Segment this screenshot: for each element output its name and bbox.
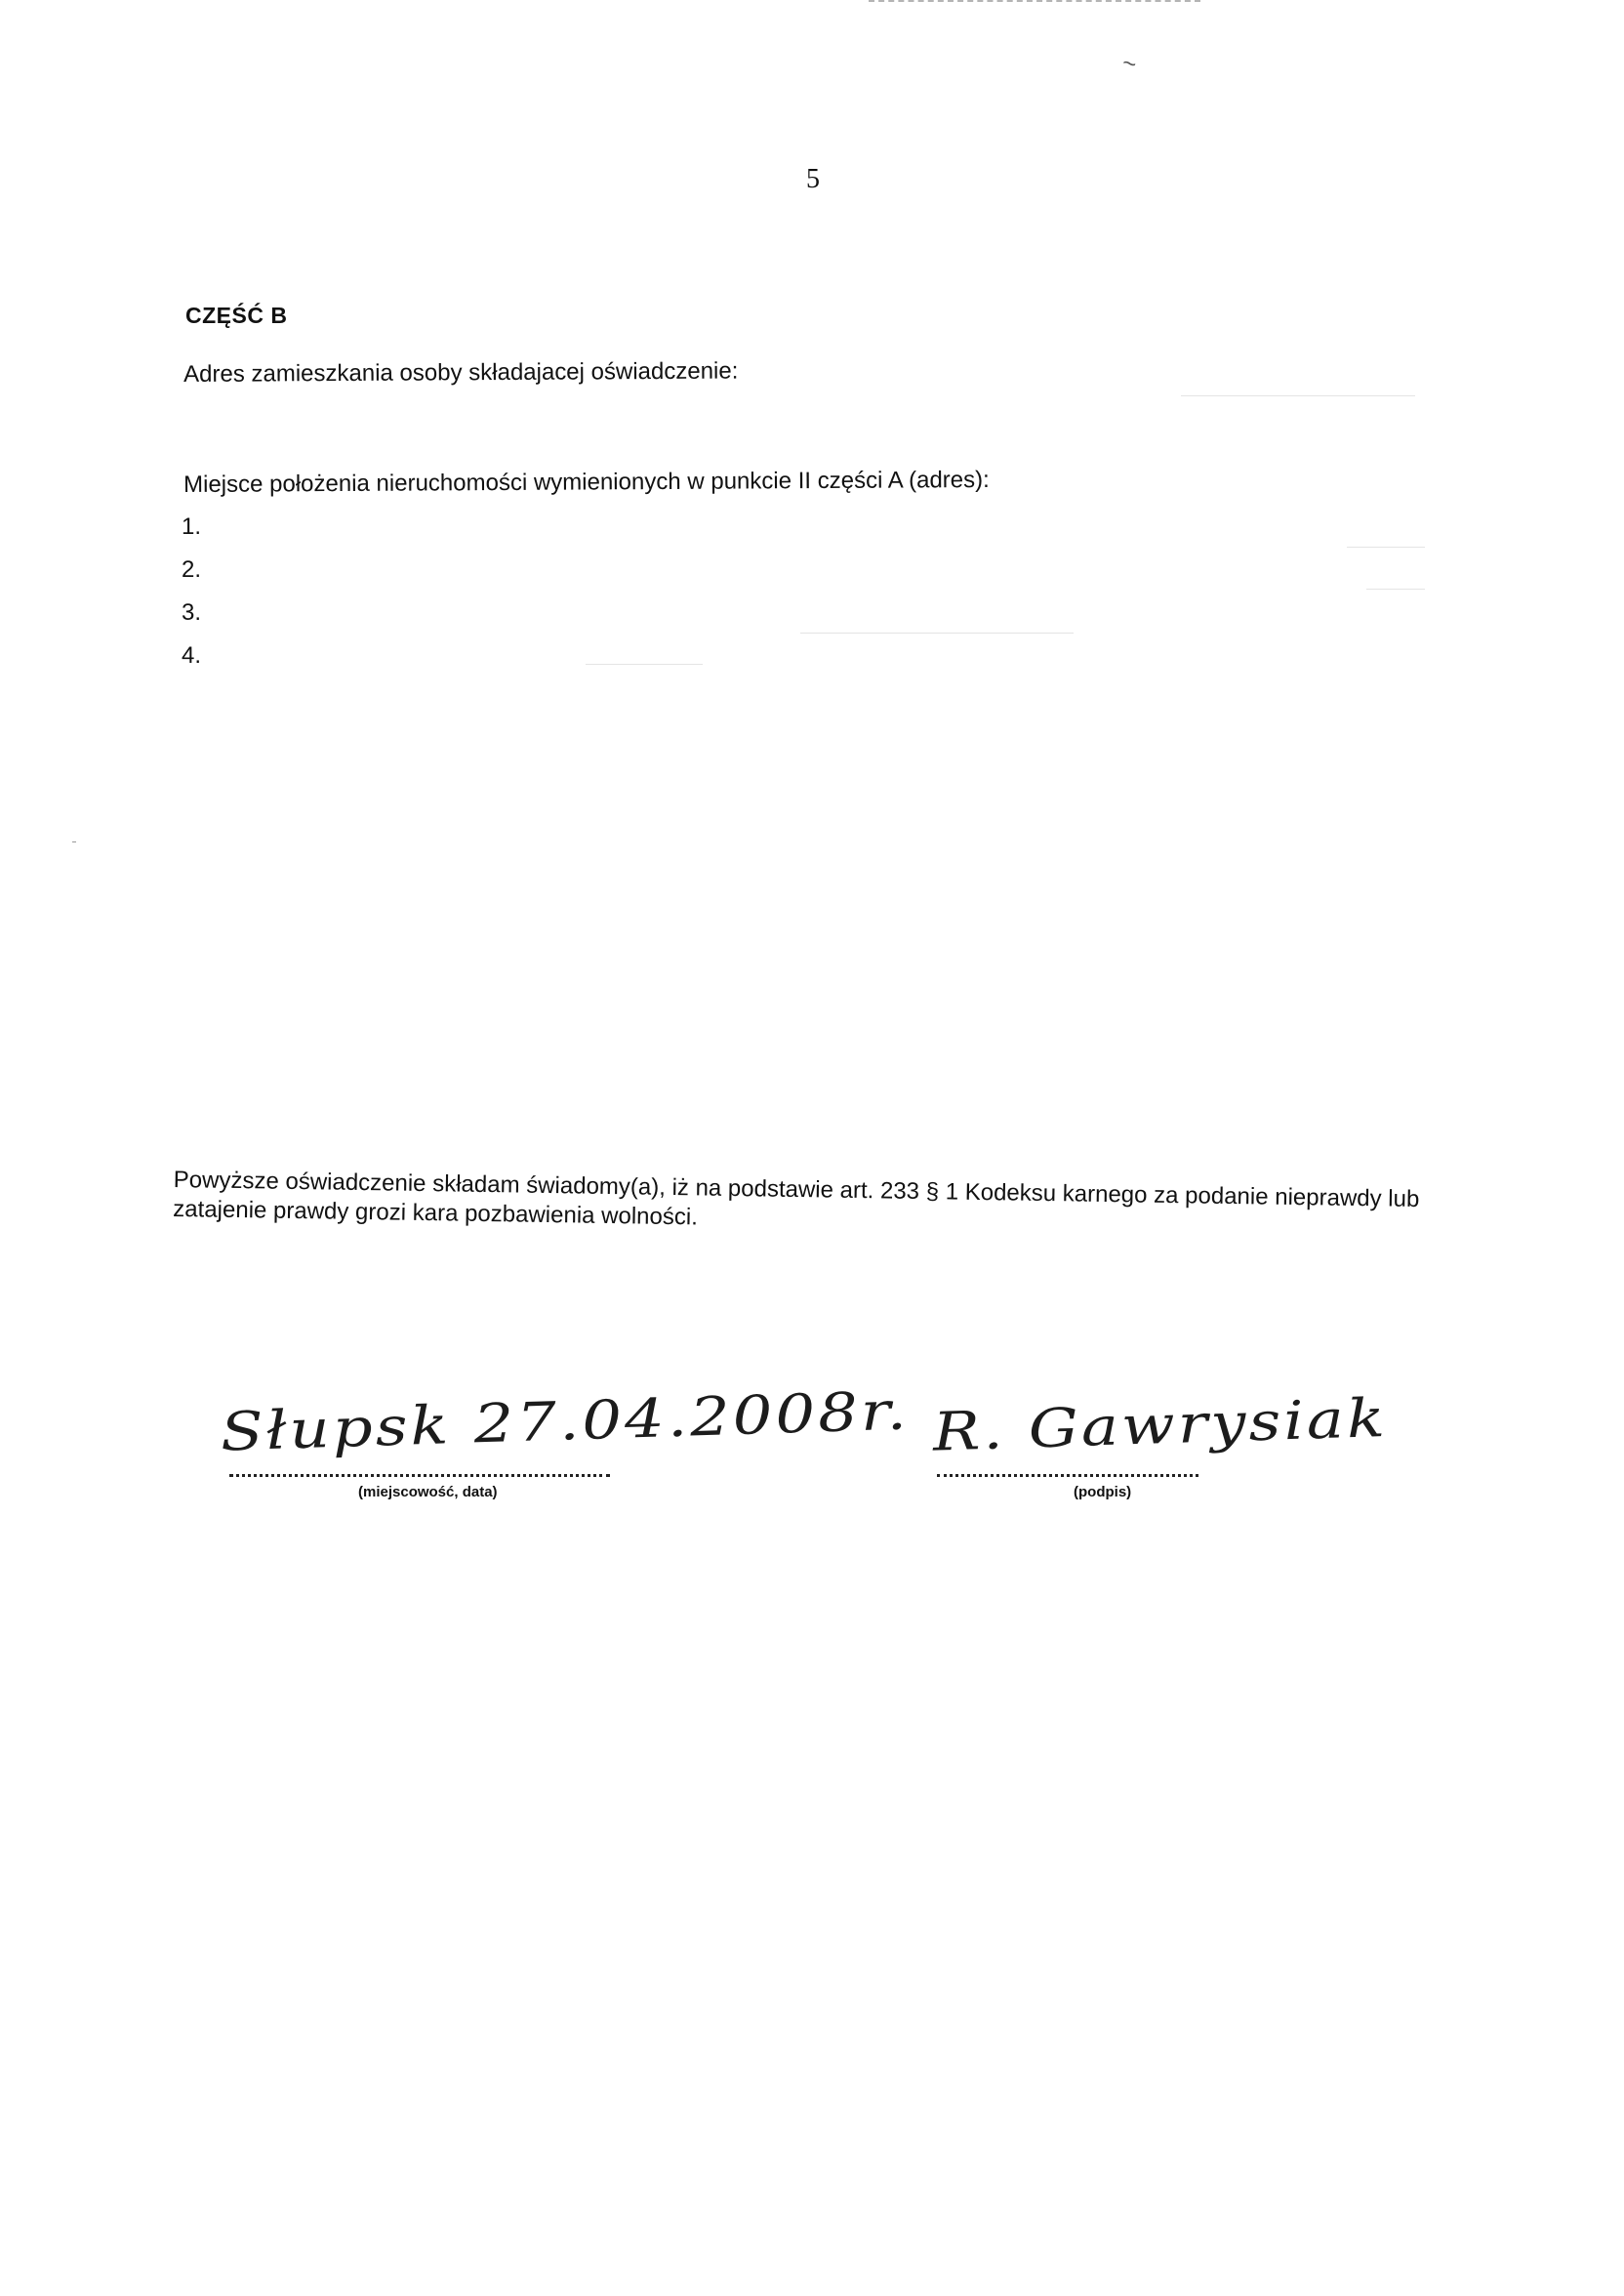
scan-top-artifact	[869, 0, 1200, 8]
scan-dot	[72, 841, 76, 842]
property-line-1	[1347, 547, 1425, 548]
property-list-item: 4.	[182, 642, 202, 669]
signature-block	[931, 1387, 1389, 1513]
property-list-item: 2.	[182, 556, 202, 583]
handwritten-place-date: Słupsk 27.04.2008r.	[219, 1380, 911, 1464]
address-faint-line	[1181, 395, 1415, 396]
property-line-2	[1366, 589, 1425, 590]
signature-caption: (podpis)	[1074, 1484, 1132, 1500]
property-list-item: 3.	[182, 599, 202, 626]
scan-tilde-mark: ~	[1119, 49, 1139, 79]
section-title: CZĘŚĆ B	[185, 303, 288, 328]
property-line-4	[586, 664, 703, 665]
declaration-text: Powyższe oświadczenie składam świadomy(a), iż na podstawie art. 233 § 1 Kodeksu karnego za podanie nieprawdy lub zatajenie prawdy grozi kara pozbawienia wolności.	[173, 1166, 1420, 1231]
page-number: 5	[806, 164, 820, 194]
property-address-list	[182, 512, 201, 684]
place-date-signature-block	[219, 1380, 911, 1513]
signature-dotted-line	[937, 1474, 1198, 1477]
handwritten-signature: R. Gawrysiak	[931, 1387, 1389, 1464]
place-date-dotted-line	[229, 1474, 610, 1477]
property-location-label: Miejsce położenia nieruchomości wymienionych w punkcie II części A (adres):	[183, 466, 990, 498]
property-list-item: 1.	[182, 513, 202, 540]
property-line-3	[800, 633, 1074, 634]
place-date-caption: (miejscowość, data)	[358, 1484, 498, 1500]
address-label: Adres zamieszkania osoby składajacej oświadczenie:	[183, 357, 739, 388]
